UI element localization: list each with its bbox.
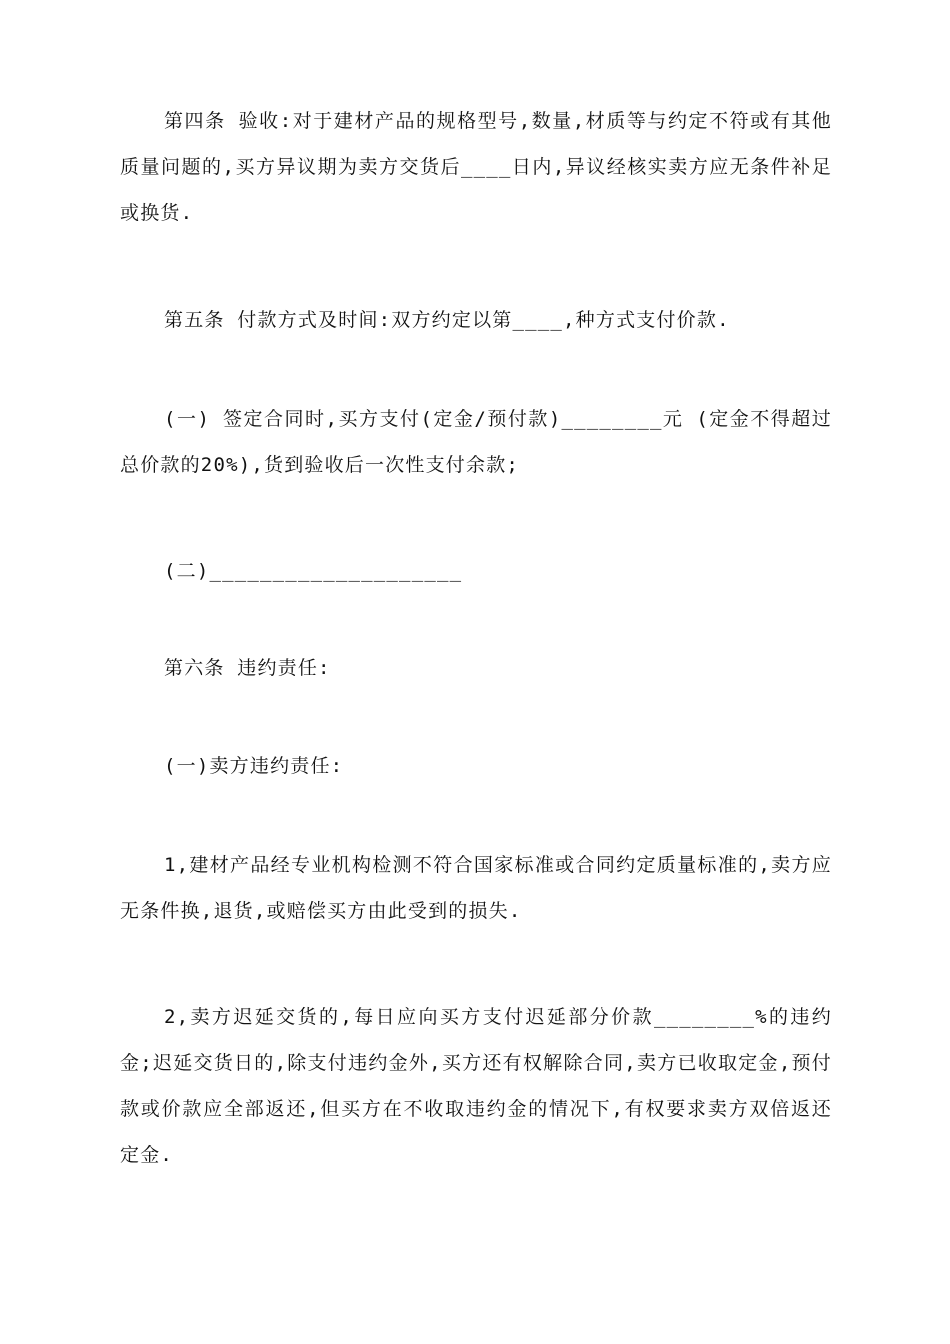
payment-option-1: (一) 签定合同时,买方支付(定金/预付款)________元 (定金不得超过总价款的20%),货到验收后一次性支付余款; bbox=[120, 408, 832, 476]
seller-liability-heading: (一)卖方违约责任: bbox=[164, 755, 344, 777]
article-5-payment-method: 第五条 付款方式及时间:双方约定以第____,种方式支付价款. bbox=[164, 309, 730, 331]
seller-liability-item-1: 1,建材产品经专业机构检测不符合国家标准或合同约定质量标准的,卖方应无条件换,退货,或赔偿买方由此受到的损失. bbox=[120, 854, 832, 922]
article-6-liability: 第六条 违约责任: bbox=[164, 657, 331, 679]
payment-option-2: (二)____________________ bbox=[164, 560, 463, 582]
article-4-acceptance: 第四条 验收:对于建材产品的规格型号,数量,材质等与约定不符或有其他质量问题的,买方异议期为卖方交货后____日内,异议经核实卖方应无条件补足或换货. bbox=[120, 110, 832, 224]
seller-liability-item-2: 2,卖方迟延交货的,每日应向买方支付迟延部分价款________%的违约金;迟延交货日的,除支付违约金外,买方还有权解除合同,卖方已收取定金,预付款或价款应全部返还,但买方在不收取违约金的情况下,有权要求卖方双倍返还定金. bbox=[120, 1006, 832, 1166]
